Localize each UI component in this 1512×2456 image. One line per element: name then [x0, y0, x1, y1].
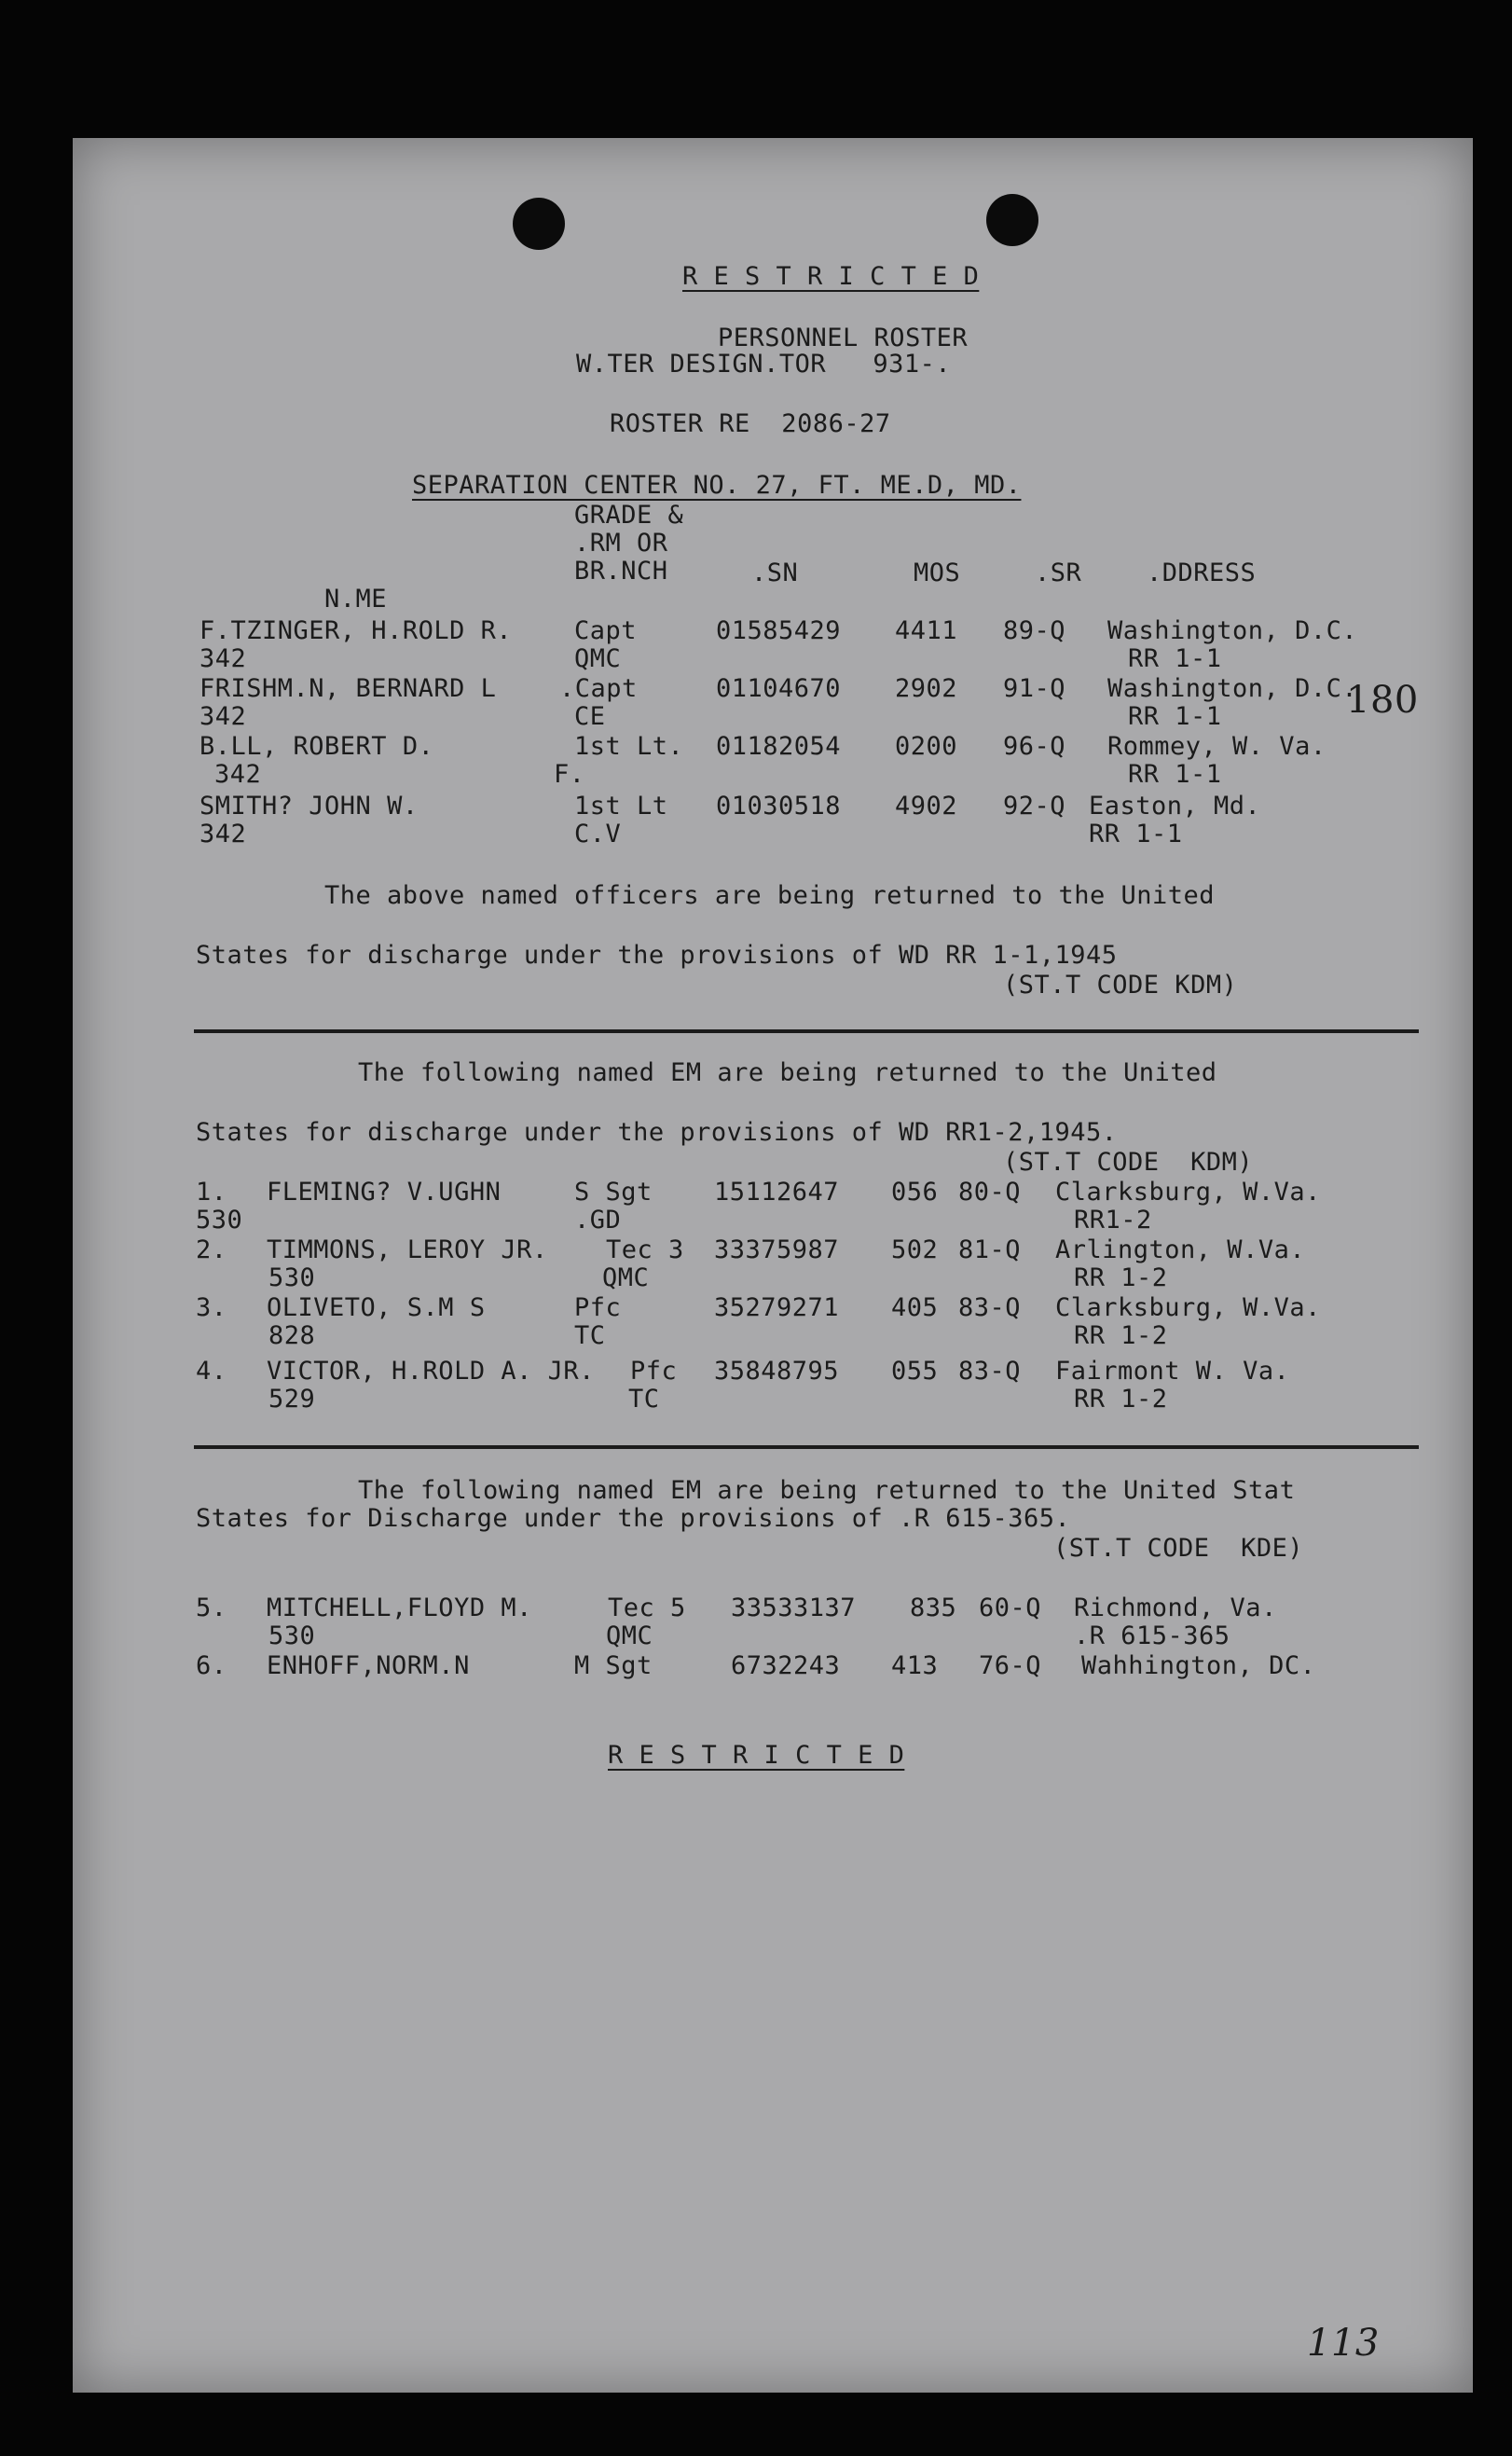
- em-address: Wahhington, DC.: [1081, 1651, 1316, 1680]
- officer-mos: 4902: [895, 792, 958, 821]
- em-code: 828: [268, 1321, 316, 1350]
- officer-name: SMITH? JOHN W.: [199, 792, 419, 821]
- em-status-code: (ST.T CODE KDM): [1003, 1148, 1254, 1177]
- col-mos: MOS: [914, 559, 961, 587]
- em-asr: 80-Q: [958, 1178, 1022, 1207]
- em-mos: 055: [891, 1357, 939, 1386]
- em-code: 530: [268, 1263, 316, 1292]
- punch-hole-right: [986, 194, 1038, 246]
- officers-status-code: (ST.T CODE KDM): [1003, 971, 1238, 1000]
- roster-number: ROSTER RE 2086-27: [610, 409, 891, 438]
- officer-code: 342: [214, 760, 262, 789]
- officer-grade: 1st Lt.: [574, 732, 684, 761]
- em-code: 530: [268, 1621, 316, 1650]
- officer-address: Easton, Md.: [1089, 792, 1261, 821]
- officer-branch: QMC: [574, 644, 622, 673]
- em-number: 3.: [196, 1293, 227, 1322]
- section-divider: [194, 1445, 1419, 1449]
- em2-note-line1: The following named EM are being returned to the United Stat: [358, 1476, 1296, 1505]
- col-name: N.ME: [324, 585, 388, 614]
- col-grade-2: .RM OR: [574, 529, 668, 558]
- em-grade: Pfc: [574, 1293, 622, 1322]
- em-regulation: RR 1-2: [1074, 1385, 1168, 1414]
- officer-regulation: RR 1-1: [1128, 702, 1222, 731]
- em-name: TIMMONS, LEROY JR.: [267, 1235, 548, 1264]
- officer-name: F.TZINGER, H.ROLD R.: [199, 616, 513, 645]
- roster-title: PERSONNEL ROSTER: [718, 324, 969, 352]
- officer-branch: F.: [554, 760, 585, 789]
- officer-code: 342: [199, 702, 247, 731]
- separation-center: SEPARATION CENTER NO. 27, FT. ME.D, MD.: [412, 471, 1022, 500]
- officer-branch: CE: [574, 702, 606, 731]
- em-code: 529: [268, 1385, 316, 1414]
- restricted-header: R E S T R I C T E D: [682, 262, 980, 291]
- em-code: 530: [196, 1206, 243, 1235]
- em-grade: Tec 3: [606, 1235, 684, 1264]
- officer-name: B.LL, ROBERT D.: [199, 732, 434, 761]
- officer-regulation: RR 1-1: [1089, 820, 1183, 849]
- em-asn: 33375987: [714, 1235, 840, 1264]
- em-mos: 405: [891, 1293, 939, 1322]
- em-name: FLEMING? V.UGHN: [267, 1178, 502, 1207]
- officer-address: Washington, D.C.: [1107, 616, 1358, 645]
- officer-asn: 01585429: [716, 616, 842, 645]
- em-branch: TC: [628, 1385, 660, 1414]
- officer-grade: Capt: [574, 616, 638, 645]
- em-number: 2.: [196, 1235, 227, 1264]
- officer-regulation: RR 1-1: [1128, 760, 1222, 789]
- em-name: VICTOR, H.ROLD A. JR.: [267, 1357, 595, 1386]
- officer-asr: 89-Q: [1003, 616, 1066, 645]
- officer-asn: 01030518: [716, 792, 842, 821]
- officer-asr: 92-Q: [1003, 792, 1066, 821]
- em-asn: 6732243: [731, 1651, 841, 1680]
- document-page: [73, 138, 1473, 2393]
- officer-asn: 01104670: [716, 674, 842, 703]
- em-asr: 83-Q: [958, 1293, 1022, 1322]
- em-regulation: RR1-2: [1074, 1206, 1152, 1235]
- officer-address: Rommey, W. Va.: [1107, 732, 1326, 761]
- officer-grade: 1st Lt: [574, 792, 668, 821]
- em-number: 4.: [196, 1357, 227, 1386]
- em-regulation: .R 615-365: [1074, 1621, 1230, 1650]
- em-mos: 835: [910, 1594, 957, 1622]
- em-branch: QMC: [606, 1621, 653, 1650]
- officer-asr: 91-Q: [1003, 674, 1066, 703]
- punch-hole-left: [513, 198, 565, 250]
- em-address: Richmond, Va.: [1074, 1594, 1277, 1622]
- officer-grade: .Capt: [559, 674, 638, 703]
- em-grade: M Sgt: [574, 1651, 653, 1680]
- col-address: .DDRESS: [1147, 559, 1257, 587]
- officer-code: 342: [199, 820, 247, 849]
- em-address: Fairmont W. Va.: [1055, 1357, 1290, 1386]
- em2-status-code: (ST.T CODE KDE): [1053, 1534, 1304, 1563]
- em-branch: .GD: [574, 1206, 622, 1235]
- em-grade: S Sgt: [574, 1178, 653, 1207]
- em-name: OLIVETO, S.M S: [267, 1293, 486, 1322]
- em-regulation: RR 1-2: [1074, 1263, 1168, 1292]
- em-branch: QMC: [602, 1263, 650, 1292]
- em-number: 1.: [196, 1178, 227, 1207]
- em-mos: 502: [891, 1235, 939, 1264]
- em-note-line2: States for discharge under the provisions of WD RR1-2,1945.: [196, 1118, 1118, 1147]
- page-number: 113: [1307, 2322, 1380, 2365]
- page-stamp: 180: [1346, 679, 1419, 722]
- officer-branch: C.V: [574, 820, 622, 849]
- officer-name: FRISHM.N, BERNARD L: [199, 674, 497, 703]
- em-mos: 413: [891, 1651, 939, 1680]
- em-name: ENHOFF,NORM.N: [267, 1651, 470, 1680]
- officers-note-line2: States for discharge under the provisions of WD RR 1-1,1945: [196, 941, 1118, 970]
- em-note-line1: The following named EM are being returned to the United: [358, 1058, 1217, 1087]
- officer-mos: 4411: [895, 616, 958, 645]
- officer-regulation: RR 1-1: [1128, 644, 1222, 673]
- restricted-footer: R E S T R I C T E D: [608, 1741, 905, 1770]
- officer-asn: 01182054: [716, 732, 842, 761]
- officer-mos: 0200: [895, 732, 958, 761]
- section-divider: [194, 1029, 1419, 1033]
- em-asn: 35279271: [714, 1293, 840, 1322]
- em-address: Arlington, W.Va.: [1055, 1235, 1306, 1264]
- col-asn: .SN: [751, 559, 799, 587]
- col-asr: .SR: [1035, 559, 1082, 587]
- em-address: Clarksburg, W.Va.: [1055, 1293, 1321, 1322]
- em-name: MITCHELL,FLOYD M.: [267, 1594, 532, 1622]
- em-regulation: RR 1-2: [1074, 1321, 1168, 1350]
- officer-address: Washington, D.C.: [1107, 674, 1358, 703]
- em-grade: Pfc: [630, 1357, 678, 1386]
- em-asn: 33533137: [731, 1594, 857, 1622]
- em-number: 6.: [196, 1651, 227, 1680]
- em-asr: 60-Q: [979, 1594, 1042, 1622]
- em-asr: 81-Q: [958, 1235, 1022, 1264]
- em-asn: 35848795: [714, 1357, 840, 1386]
- em-branch: TC: [574, 1321, 606, 1350]
- col-grade-1: GRADE &: [574, 501, 684, 530]
- em-mos: 056: [891, 1178, 939, 1207]
- officer-mos: 2902: [895, 674, 958, 703]
- officer-code: 342: [199, 644, 247, 673]
- water-designator: W.TER DESIGN.TOR 931-.: [576, 350, 952, 379]
- em-asn: 15112647: [714, 1178, 840, 1207]
- em-address: Clarksburg, W.Va.: [1055, 1178, 1321, 1207]
- officers-note-line1: The above named officers are being returned to the United: [324, 881, 1216, 910]
- em-grade: Tec 5: [608, 1594, 686, 1622]
- em2-note-line2: States for Discharge under the provisions of .R 615-365.: [196, 1504, 1071, 1533]
- em-number: 5.: [196, 1594, 227, 1622]
- col-grade-3: BR.NCH: [574, 557, 668, 586]
- officer-asr: 96-Q: [1003, 732, 1066, 761]
- em-asr: 83-Q: [958, 1357, 1022, 1386]
- em-asr: 76-Q: [979, 1651, 1042, 1680]
